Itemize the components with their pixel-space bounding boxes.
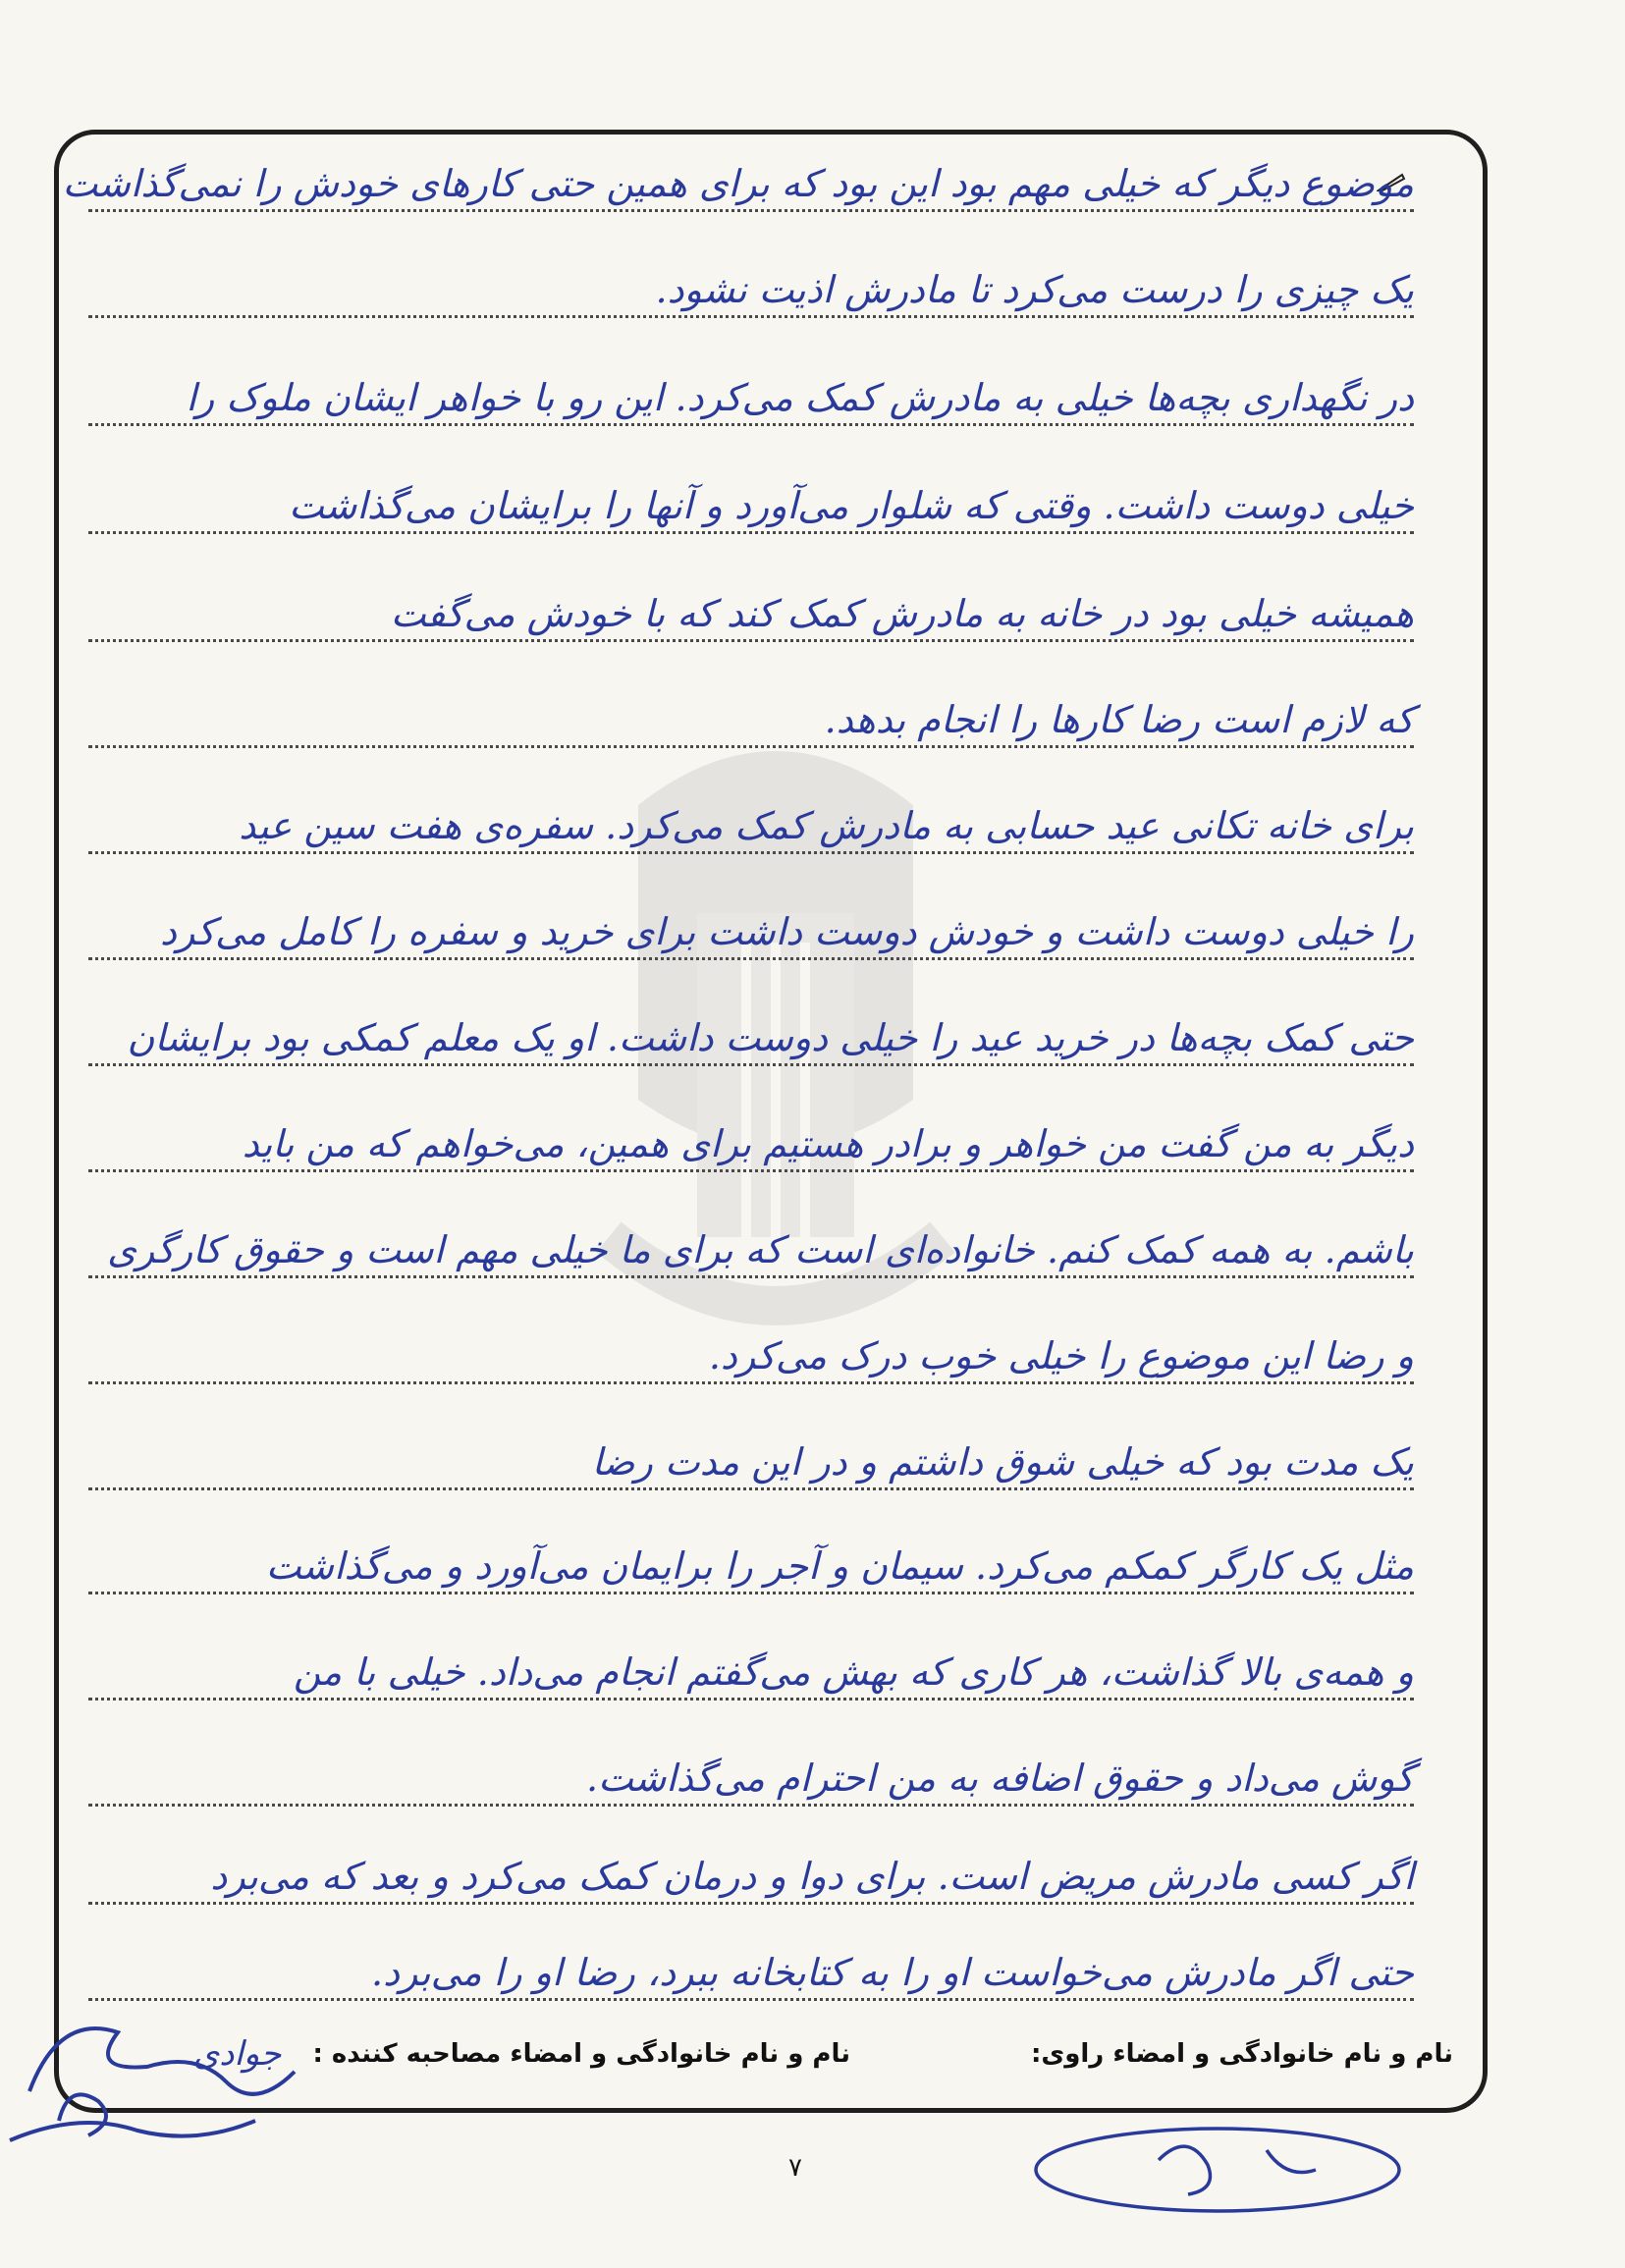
handwritten-text: در نگهداری بچه‌ها خیلی به مادرش کمک می‌کرد. این رو با خواهر ایشان ملوک را bbox=[186, 376, 1414, 419]
dotted-rule bbox=[88, 745, 1414, 748]
dotted-rule bbox=[88, 1592, 1414, 1594]
interviewer-signature bbox=[1021, 2111, 1453, 2229]
handwritten-text: موضوع دیگر که خیلی مهم بود این بود که برای همین حتی کارهای خودش را نمی‌گذاشت bbox=[62, 162, 1414, 205]
handwritten-text: یک چیزی را درست می‌کرد تا مادرش اذیت نشود. bbox=[655, 268, 1414, 311]
handwritten-text: حتی اگر مادرش می‌خواست او را به کتابخانه ببرد، رضا او را می‌برد. bbox=[371, 1951, 1414, 1994]
text-line-17 bbox=[88, 1850, 1414, 1913]
dotted-rule bbox=[88, 1804, 1414, 1807]
dotted-rule bbox=[88, 1275, 1414, 1278]
dotted-rule bbox=[88, 531, 1414, 534]
text-line-4 bbox=[88, 479, 1414, 542]
handwritten-text: باشم. به همه کمک کنم. خانواده‌ای است که برای ما خیلی مهم است و حقوق کارگری bbox=[107, 1228, 1414, 1271]
handwritten-text: مثل یک کارگر کمکم می‌کرد. سیمان و آجر را برایمان می‌آورد و می‌گذاشت bbox=[265, 1544, 1414, 1588]
page-number: ۷ bbox=[788, 2153, 802, 2183]
text-line-13 bbox=[88, 1435, 1414, 1498]
text-line-9 bbox=[88, 1011, 1414, 1074]
dotted-rule bbox=[88, 639, 1414, 642]
dotted-rule bbox=[88, 1698, 1414, 1701]
dotted-rule bbox=[88, 1169, 1414, 1172]
text-line-14 bbox=[88, 1539, 1414, 1602]
text-line-2 bbox=[88, 263, 1414, 326]
text-line-12 bbox=[88, 1329, 1414, 1392]
interviewer-label: نام و نام خانوادگی و امضاء مصاحبه کننده : bbox=[312, 2039, 850, 2069]
text-line-16 bbox=[88, 1752, 1414, 1814]
dotted-rule bbox=[88, 209, 1414, 212]
text-line-10 bbox=[88, 1117, 1414, 1180]
dotted-rule bbox=[88, 1381, 1414, 1384]
dotted-rule bbox=[88, 851, 1414, 854]
text-line-3 bbox=[88, 371, 1414, 434]
text-line-8 bbox=[88, 905, 1414, 968]
handwritten-text: حتی کمک بچه‌ها در خرید عید را خیلی دوست داشت. او یک معلم کمکی بود برایشان bbox=[127, 1016, 1414, 1059]
handwritten-text: دیگر به من گفت من خواهر و برادر هستیم برای همین، می‌خواهم که من باید bbox=[242, 1122, 1414, 1165]
handwritten-text: و رضا این موضوع را خیلی خوب درک می‌کرد. bbox=[708, 1334, 1414, 1377]
dotted-rule bbox=[88, 1063, 1414, 1066]
dotted-rule bbox=[88, 1487, 1414, 1490]
handwritten-text: خیلی دوست داشت. وقتی که شلوار می‌آورد و آنها را برایشان می‌گذاشت bbox=[289, 484, 1414, 527]
text-line-1 bbox=[62, 157, 1414, 220]
handwritten-text: همیشه خیلی بود در خانه به مادرش کمک کند که با خودش می‌گفت bbox=[390, 592, 1414, 635]
text-line-15 bbox=[88, 1646, 1414, 1708]
narrator-signature bbox=[0, 1973, 324, 2160]
text-line-5 bbox=[88, 587, 1414, 650]
handwritten-text: اگر کسی مادرش مریض است. برای دوا و درمان کمک می‌کرد و بعد که می‌برد bbox=[210, 1855, 1414, 1898]
dotted-rule bbox=[88, 957, 1414, 960]
interviewer-name: جوادی bbox=[192, 2034, 282, 2074]
text-line-7 bbox=[88, 799, 1414, 862]
text-line-11 bbox=[88, 1223, 1414, 1286]
text-line-6 bbox=[88, 693, 1414, 756]
handwritten-text: را خیلی دوست داشت و خودش دوست داشت برای خرید و سفره را کامل می‌کرد bbox=[160, 910, 1414, 953]
handwritten-text: برای خانه تکانی عید حسابی به مادرش کمک می‌کرد. سفره‌ی هفت سین عید bbox=[239, 804, 1414, 847]
handwritten-text: که لازم است رضا کارها را انجام بدهد. bbox=[824, 698, 1414, 741]
dotted-rule bbox=[88, 1902, 1414, 1905]
dotted-rule bbox=[88, 423, 1414, 426]
handwritten-text: و همه‌ی بالا گذاشت، هر کاری که بهش می‌گفتم انجام می‌داد. خیلی با من bbox=[293, 1650, 1414, 1694]
dotted-rule bbox=[88, 315, 1414, 318]
handwritten-text: یک مدت بود که خیلی شوق داشتم و در این مدت رضا bbox=[591, 1440, 1414, 1484]
handwritten-text: گوش می‌داد و حقوق اضافه به من احترام می‌گذاشت. bbox=[586, 1756, 1414, 1800]
narrator-label: نام و نام خانوادگی و امضاء راوی: bbox=[1031, 2039, 1453, 2069]
